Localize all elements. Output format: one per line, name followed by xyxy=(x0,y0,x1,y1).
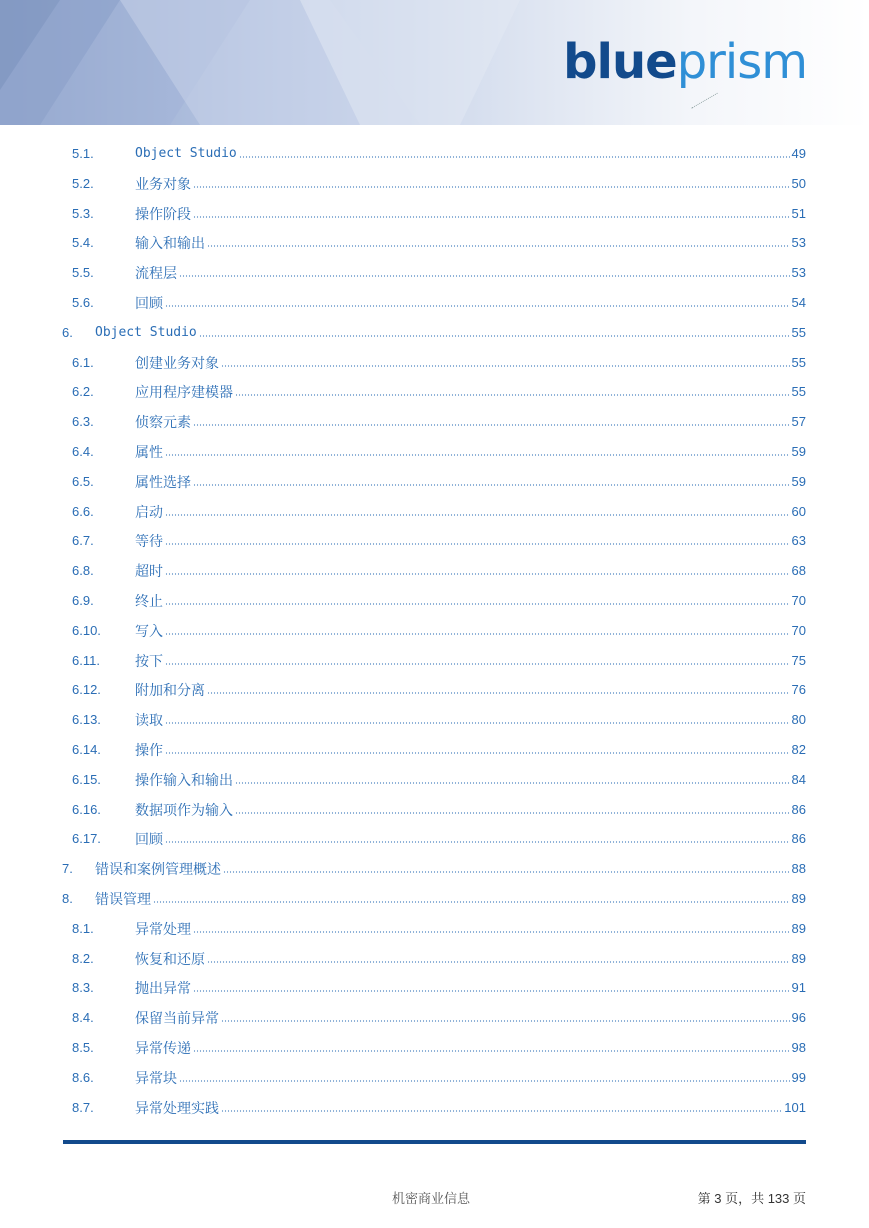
toc-entry-number: 6.1. xyxy=(72,354,94,370)
toc-dot-leader xyxy=(165,603,790,605)
toc-entry-title: 异常传递 xyxy=(135,1040,191,1056)
toc-entry-title: 启动 xyxy=(135,503,163,520)
toc-entry-number: 5.4. xyxy=(72,235,94,251)
toc-dot-leader xyxy=(165,543,790,545)
toc-entry-number: 8.3. xyxy=(72,980,94,996)
toc-entry-number: 8.6. xyxy=(72,1069,94,1085)
toc-entry-page: 60 xyxy=(791,503,806,519)
toc-entry-number: 5.5. xyxy=(72,265,94,281)
toc-entry-page: 63 xyxy=(791,533,806,549)
toc-entry[interactable] xyxy=(62,856,806,878)
toc-entry-page: 51 xyxy=(791,205,806,221)
toc-entry[interactable] xyxy=(72,975,806,997)
toc-dot-leader xyxy=(207,961,790,963)
toc-entry-page: 91 xyxy=(791,980,806,996)
toc-entry[interactable] xyxy=(72,260,806,282)
toc-dot-leader xyxy=(235,812,790,814)
toc-entry-title: 终止 xyxy=(135,593,163,609)
toc-entry[interactable] xyxy=(72,1005,806,1027)
toc-entry[interactable] xyxy=(72,141,806,163)
toc-dot-leader xyxy=(239,156,790,158)
toc-entry-number: 6.3. xyxy=(72,414,94,430)
toc-entry[interactable] xyxy=(72,916,806,938)
toc-entry-number: 6.13. xyxy=(72,712,101,728)
toc-entry-title: 异常块 xyxy=(135,1069,177,1086)
toc-entry-title: 输入和输出 xyxy=(135,235,205,252)
toc-dot-leader xyxy=(221,1110,782,1112)
toc-entry-number: 8.7. xyxy=(72,1099,94,1115)
toc-entry-title: 回顾 xyxy=(135,295,163,311)
toc-entry-title: 错误和案例管理概述 xyxy=(95,861,221,878)
toc-entry-page: 59 xyxy=(791,473,806,489)
toc-entry-title: 按下 xyxy=(135,652,163,669)
toc-entry[interactable] xyxy=(72,469,806,491)
toc-entry[interactable] xyxy=(72,528,806,550)
toc-dot-leader xyxy=(165,573,790,575)
toc-entry-page: 99 xyxy=(791,1069,806,1085)
toc-entry-title: Object Studio xyxy=(95,324,197,340)
toc-entry-page: 55 xyxy=(791,324,806,340)
toc-entry-title: 操作输入和输出 xyxy=(135,771,233,788)
toc-entry-page: 80 xyxy=(791,712,806,728)
toc-entry-page: 88 xyxy=(791,861,806,877)
toc-entry-title: 附加和分离 xyxy=(135,682,205,699)
toc-dot-leader xyxy=(193,186,790,188)
toc-dot-leader xyxy=(193,424,790,426)
toc-entry[interactable] xyxy=(72,558,806,580)
toc-entry-title: 异常处理 xyxy=(135,920,191,937)
toc-dot-leader xyxy=(235,782,790,784)
toc-entry[interactable] xyxy=(72,648,806,670)
toc-entry[interactable] xyxy=(72,409,806,431)
toc-entry-number: 6.8. xyxy=(72,563,94,579)
toc-dot-leader xyxy=(165,454,790,456)
toc-entry-page: 53 xyxy=(791,265,806,281)
toc-entry-number: 6.12. xyxy=(72,682,101,698)
toc-entry[interactable] xyxy=(72,379,806,401)
toc-entry-page: 55 xyxy=(791,384,806,400)
toc-entry-number: 6.14. xyxy=(72,742,101,757)
toc-dot-leader xyxy=(165,663,790,665)
toc-entry-page: 89 xyxy=(791,920,806,936)
toc-entry-page: 86 xyxy=(791,831,806,847)
toc-entry-number: 6.2. xyxy=(72,384,94,400)
toc-entry-number: 6.4. xyxy=(72,444,94,459)
toc-entry-number: 5.6. xyxy=(72,295,94,310)
toc-entry-number: 6. xyxy=(62,324,73,340)
toc-entry-page: 96 xyxy=(791,1010,806,1026)
toc-entry-title: 创建业务对象 xyxy=(135,354,219,371)
toc-entry[interactable] xyxy=(72,439,806,461)
toc-dot-leader xyxy=(179,1080,790,1082)
toc-entry-title: 抛出异常 xyxy=(135,980,191,997)
toc-entry-number: 8.2. xyxy=(72,950,94,966)
toc-entry[interactable] xyxy=(72,1095,806,1117)
toc-entry-title: 回顾 xyxy=(135,831,163,848)
toc-entry-number: 6.9. xyxy=(72,593,94,608)
blueprism-logo: blueprism xyxy=(563,34,807,90)
toc-entry-page: 55 xyxy=(791,354,806,370)
toc-entry-number: 6.5. xyxy=(72,473,94,489)
toc-entry-number: 6.10. xyxy=(72,622,101,638)
toc-entry-page: 68 xyxy=(791,563,806,579)
toc-dot-leader xyxy=(193,990,790,992)
toc-dot-leader xyxy=(221,365,790,367)
toc-dot-leader xyxy=(193,931,790,933)
toc-entry-title: 等待 xyxy=(135,533,163,550)
toc-entry[interactable] xyxy=(72,1035,806,1057)
toc-dot-leader xyxy=(153,901,790,903)
toc-entry-number: 8. xyxy=(62,891,73,906)
toc-entry-number: 8.5. xyxy=(72,1040,94,1055)
toc-entry-page: 57 xyxy=(791,414,806,430)
toc-entry[interactable] xyxy=(72,1065,806,1087)
toc-entry-title: 恢复和还原 xyxy=(135,950,205,967)
toc-entry-title: 操作 xyxy=(135,742,163,758)
toc-entry-title: 应用程序建模器 xyxy=(135,384,233,401)
toc-entry-page: 75 xyxy=(791,652,806,668)
toc-entry[interactable] xyxy=(72,350,806,372)
toc-entry-title: 写入 xyxy=(135,622,163,639)
toc-dot-leader xyxy=(165,752,790,754)
toc-entry-title: 读取 xyxy=(135,712,163,729)
toc-entry-page: 54 xyxy=(791,295,806,310)
toc-entry-number: 6.17. xyxy=(72,831,101,847)
toc-dot-leader xyxy=(165,514,790,516)
toc-entry-number: 5.1. xyxy=(72,146,94,161)
toc-entry-page: 101 xyxy=(784,1099,806,1115)
toc-dot-leader xyxy=(235,394,790,396)
toc-entry[interactable] xyxy=(72,946,806,968)
toc-entry-number: 6.7. xyxy=(72,533,94,549)
toc-entry-page: 98 xyxy=(791,1040,806,1055)
toc-entry[interactable] xyxy=(72,767,806,789)
toc-dot-leader xyxy=(207,245,790,247)
toc-dot-leader xyxy=(179,275,790,277)
toc-dot-leader xyxy=(221,1020,790,1022)
toc-entry-page: 53 xyxy=(791,235,806,251)
page-header-banner xyxy=(0,0,869,125)
toc-dot-leader xyxy=(223,871,790,873)
toc-entry-title: 操作阶段 xyxy=(135,205,191,222)
toc-entry-page: 76 xyxy=(791,682,806,698)
toc-entry[interactable] xyxy=(72,201,806,223)
toc-entry-page: 49 xyxy=(791,146,806,161)
toc-entry[interactable] xyxy=(72,618,806,640)
toc-dot-leader xyxy=(193,1050,790,1052)
toc-entry-title: 数据项作为输入 xyxy=(135,801,233,818)
toc-dot-leader xyxy=(165,305,790,307)
toc-entry[interactable] xyxy=(72,737,806,759)
toc-entry-number: 6.15. xyxy=(72,771,101,787)
toc-entry-title: 错误管理 xyxy=(95,891,151,907)
toc-entry-title: 侦察元素 xyxy=(135,414,191,431)
footer-page-number: 第 3 页，共 133 页 xyxy=(697,1191,806,1206)
toc-entry-number: 7. xyxy=(62,861,73,877)
toc-dot-leader xyxy=(193,484,790,486)
toc-entry-page: 89 xyxy=(791,891,806,906)
toc-entry[interactable] xyxy=(72,797,806,819)
toc-entry-page: 86 xyxy=(791,801,806,817)
toc-entry-page: 82 xyxy=(791,742,806,757)
toc-entry-title: 属性 xyxy=(135,444,163,460)
toc-entry-page: 70 xyxy=(791,622,806,638)
toc-dot-leader xyxy=(207,692,790,694)
toc-entry-number: 5.3. xyxy=(72,205,94,221)
toc-entry[interactable] xyxy=(72,826,806,848)
toc-entry-title: 业务对象 xyxy=(135,175,191,192)
toc-entry-page: 59 xyxy=(791,444,806,459)
toc-entry-title: 流程层 xyxy=(135,265,177,282)
toc-entry[interactable] xyxy=(72,588,806,610)
toc-dot-leader xyxy=(165,841,790,843)
toc-entry-page: 50 xyxy=(791,175,806,191)
toc-entry-title: 属性选择 xyxy=(135,473,191,490)
toc-entry-number: 5.2. xyxy=(72,175,94,191)
toc-entry-number: 6.11. xyxy=(72,652,100,668)
toc-entry-page: 84 xyxy=(791,771,806,787)
toc-entry-number: 8.1. xyxy=(72,920,94,936)
toc-entry-page: 70 xyxy=(791,593,806,608)
toc-entry-title: 超时 xyxy=(135,563,163,580)
toc-entry[interactable] xyxy=(72,707,806,729)
footer-confidential: 机密商业信息 xyxy=(392,1191,471,1206)
toc-entry[interactable] xyxy=(62,886,806,908)
toc-entry-title: 保留当前异常 xyxy=(135,1010,219,1027)
toc-dot-leader xyxy=(165,633,790,635)
toc-entry[interactable] xyxy=(72,171,806,193)
toc-entry-number: 6.6. xyxy=(72,503,94,519)
toc-entry-title: 异常处理实践 xyxy=(135,1099,219,1116)
toc-entry[interactable] xyxy=(72,499,806,521)
toc-entry-page: 89 xyxy=(791,950,806,966)
toc-entry[interactable] xyxy=(72,230,806,252)
footer-rule xyxy=(63,1140,806,1144)
toc-entry[interactable] xyxy=(62,320,806,342)
toc-dot-leader xyxy=(165,722,790,724)
toc-entry-number: 6.16. xyxy=(72,801,101,817)
toc-entry[interactable] xyxy=(72,290,806,312)
toc-entry[interactable] xyxy=(72,677,806,699)
toc-dot-leader xyxy=(193,216,790,218)
toc-entry-number: 8.4. xyxy=(72,1010,94,1026)
toc-dot-leader xyxy=(199,335,790,337)
toc-entry-title: Object Studio xyxy=(135,146,237,161)
